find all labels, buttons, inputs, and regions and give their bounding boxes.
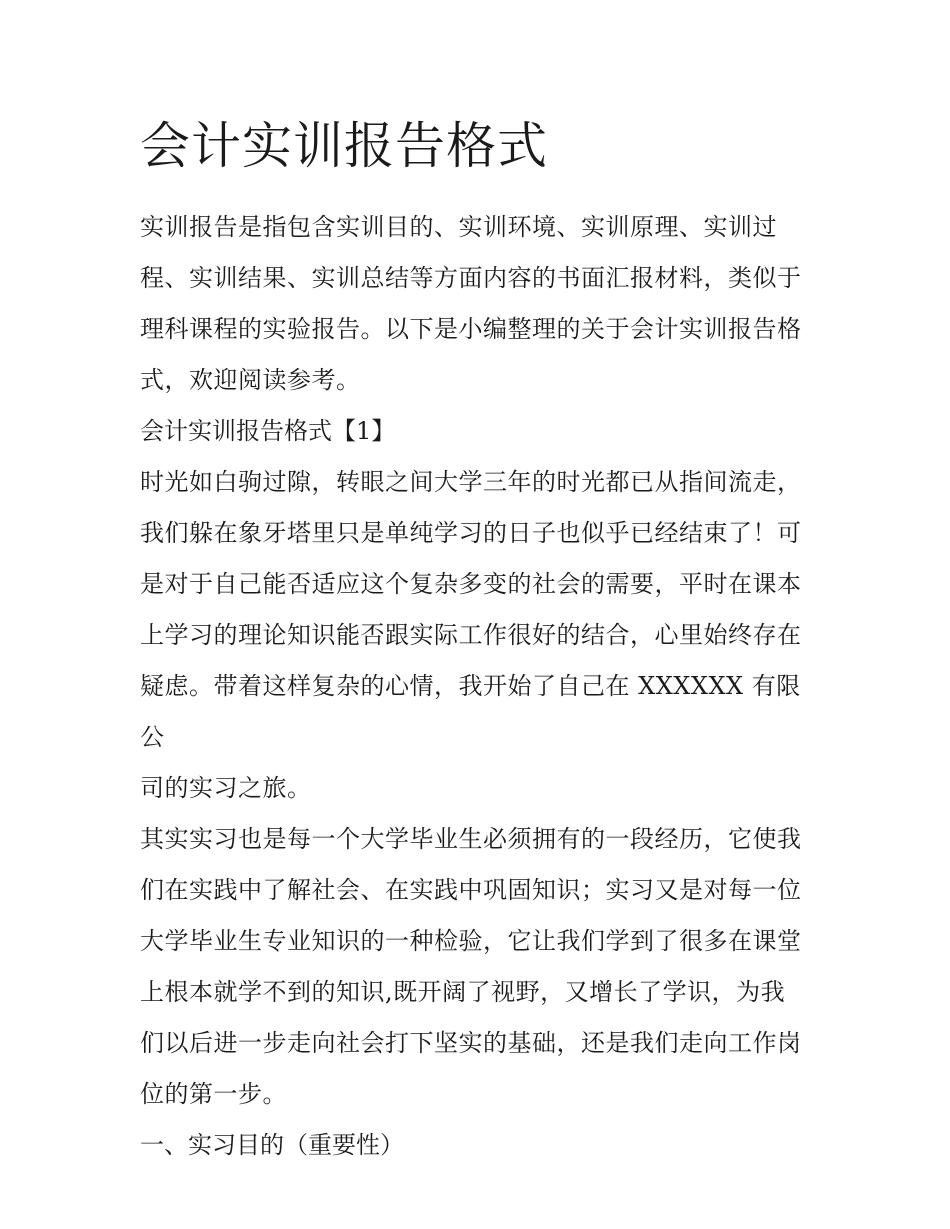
section-heading: 会计实训报告格式【1】 — [140, 417, 396, 445]
intro-line: 程、实训结果、实训总结等方面内容的书面汇报材料，类似于 — [140, 264, 802, 292]
paragraph-line: 上根本就学不到的知识,既开阔了视野，又增长了学识，为我 — [140, 978, 786, 1006]
paragraph-line: 们以后进一步走向社会打下坚实的基础，还是我们走向工作岗 — [140, 1029, 802, 1057]
intro-line: 实训报告是指包含实训目的、实训环境、实训原理、实训过 — [140, 213, 777, 241]
intro-line: 理科课程的实验报告。以下是小编整理的关于会计实训报告格 — [140, 315, 802, 343]
subheading: 一、实习目的（重要性） — [140, 1131, 404, 1159]
paragraph-line: 上学习的理论知识能否跟实际工作很好的结合，心里始终存在 — [140, 621, 802, 649]
paragraph-line: 我们躲在象牙塔里只是单纯学习的日子也似乎已经结束了！可 — [140, 519, 802, 547]
intro-line: 式，欢迎阅读参考。 — [140, 366, 361, 394]
paragraph-line: 其实实习也是每一个大学毕业生必须拥有的一段经历，它使我 — [140, 825, 802, 853]
paragraph-line: 司的实习之旅。 — [140, 774, 312, 802]
document-title: 会计实训报告格式 — [140, 117, 548, 175]
paragraph-line: 时光如白驹过隙，转眼之间大学三年的时光都已从指间流走， — [140, 468, 802, 496]
paragraph-line: 大学毕业生专业知识的一种检验，它让我们学到了很多在课堂 — [140, 927, 802, 955]
document-body — [140, 110, 820, 1171]
paragraph-line: 疑虑。带着这样复杂的心情，我开始了自己在 XXXXXX 有限公 — [140, 672, 801, 751]
paragraph-line: 是对于自己能否适应这个复杂多变的社会的需要，平时在课本 — [140, 570, 802, 598]
paragraph-line: 位的第一步。 — [140, 1080, 287, 1108]
paragraph-line: 们在实践中了解社会、在实践中巩固知识；实习又是对每一位 — [140, 876, 802, 904]
